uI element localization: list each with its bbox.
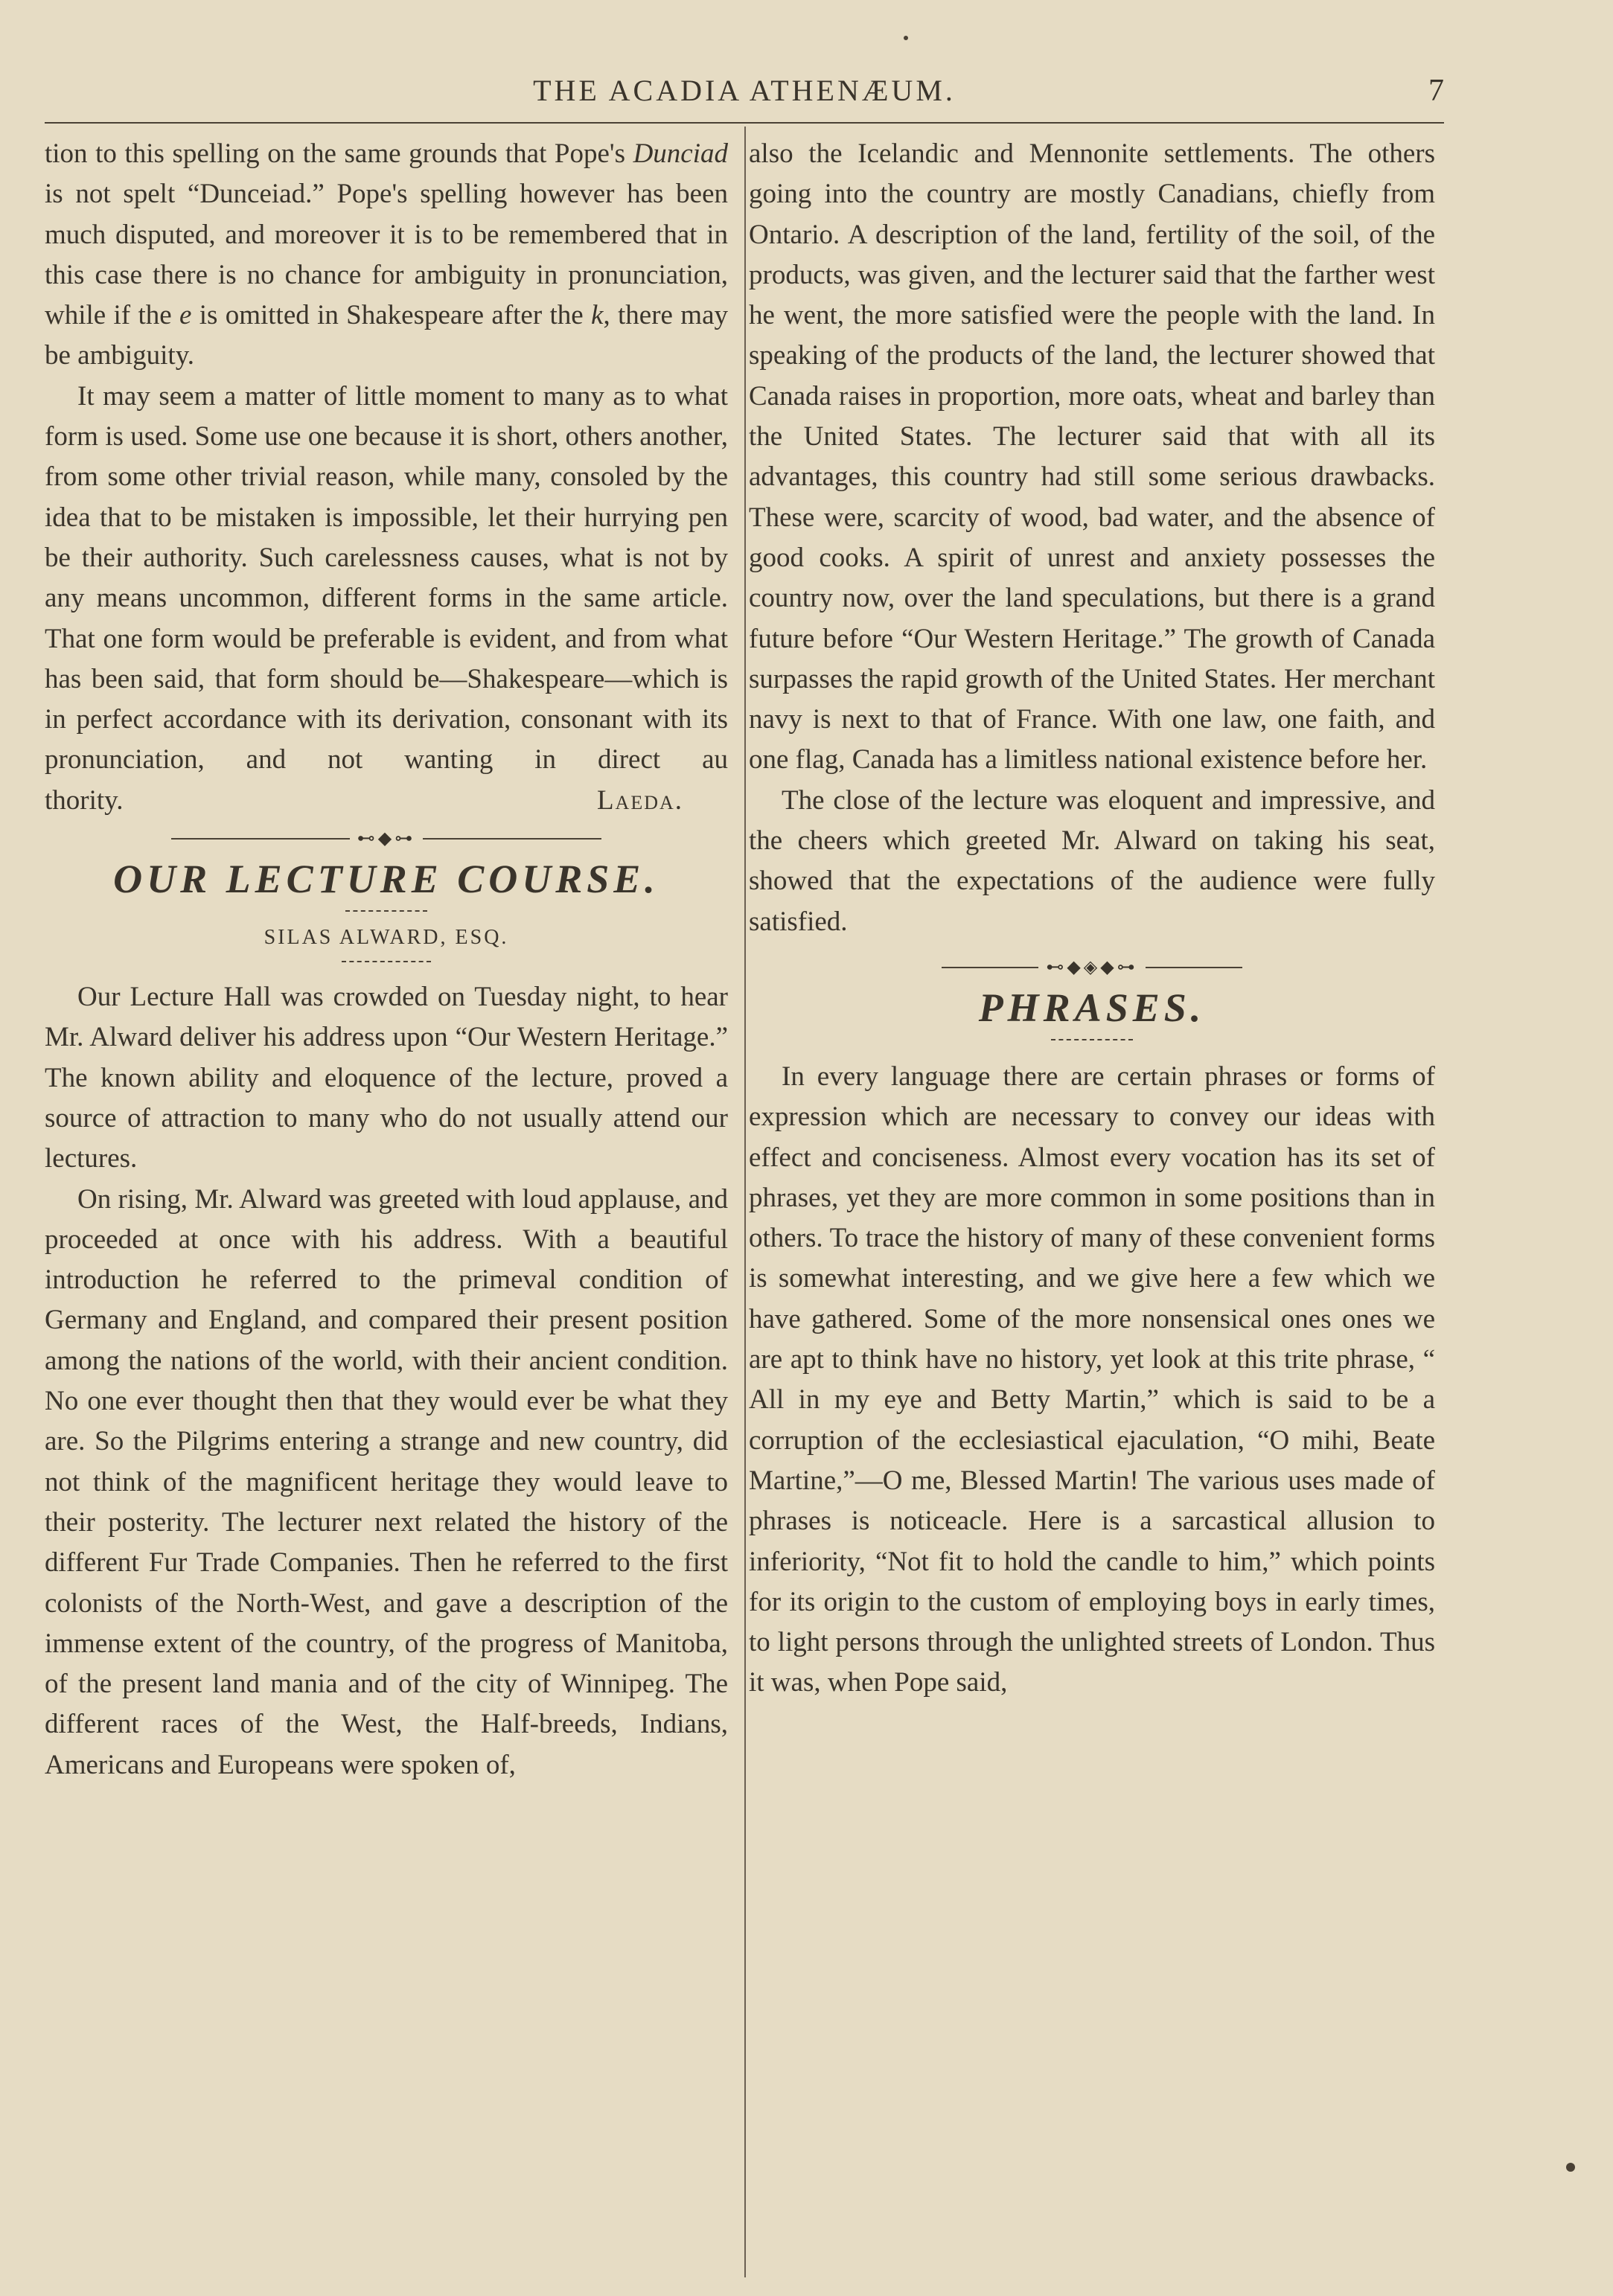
page-number: 7 bbox=[1428, 74, 1444, 108]
right-column bbox=[749, 134, 1435, 1704]
heading-rule bbox=[345, 910, 427, 912]
page-header bbox=[45, 73, 1444, 119]
text-run: is not spelt “Dunceiad.” Pope's spelling however has been much disputed, and moreover it is to be remembered that in this case there is no chance for ambiguity in pronunciation, while if the bbox=[45, 179, 728, 331]
ornament-rule-right bbox=[423, 838, 601, 840]
ornament-flourish-icon: ⊷◆⊶ bbox=[357, 829, 416, 849]
final-line-text: thority. bbox=[45, 784, 124, 816]
spelling-paragraph-end bbox=[45, 134, 728, 377]
phrases-paragraph: In every language there are certain phrases or forms of expression which are necessary to convey our ideas with effect and conciseness. Almost every vocation has its set of phrases, yet they are more common in some positions than in others. To trace the history of many of these convenient forms is somewhat interesting, and we give here a few which we have gathered. Some of the more nonsensical ones ones we are apt to think have no history, yet look at this trite phrase, “ All in my eye and Betty Martin,” which is said to be a corruption of the ecclesiastical ejaculation, “O mihi, Beate Martine,”—O me, Blessed Martin! The various uses made of phrases is noticeacle. Here is a sarcastical allusion to inferiority, “Not fit to hold the candle to him,” which points for its origin to the custom of employing boys in early times, to light persons through the unlighted streets of London. Thus it was, when Pope said, bbox=[749, 1061, 1435, 1698]
lecture-body-paragraph: On rising, Mr. Alward was greeted with loud applause, and proceeded at once with his address. With a beautiful introduction he referred to the primeval condition of Germany and England, and compared their present position among the nations of the world, with their ancient condition. No one ever thought then that they would ever be what they are. So the Pilgrims entering a strange and new country, did not think of the magnificent heritage they would leave to their posterity. The lecturer next related the history of the different Fur Trade Companies. Then he referred to the first colonists of the North-West, and gave a description of the immense extent of the country, of the progress of Manitoba, of the present land mania and of the city of Winnipeg. The different races of the West, the Half-breeds, Indians, Americans and Europeans were spoken of, bbox=[45, 1183, 728, 1780]
ornament-rule-left bbox=[171, 838, 350, 840]
text-run: , there may be ambiguity. bbox=[45, 300, 728, 371]
speaker-rule bbox=[342, 961, 431, 962]
text-run: tion to this spelling on the same grounds that Pope's bbox=[45, 138, 633, 169]
section-ornament bbox=[749, 959, 1435, 976]
italic-letter: e bbox=[179, 300, 192, 331]
speaker-name: SILAS ALWARD, ESQ. bbox=[263, 926, 509, 950]
column-divider bbox=[744, 127, 746, 2277]
signature-line bbox=[45, 781, 728, 821]
heading-rule bbox=[1051, 1039, 1133, 1040]
ornament-rule-left bbox=[942, 967, 1038, 968]
ink-speck bbox=[904, 36, 908, 40]
section-ornament bbox=[45, 830, 728, 848]
ink-speck bbox=[1566, 2163, 1575, 2172]
italic-title: Dunciad bbox=[633, 138, 728, 169]
italic-letter: k bbox=[591, 300, 604, 331]
spelling-conclusion-paragraph: It may seem a matter of little moment to many as to what form is used. Some use one because it is short, others another, from some other trivial reason, while many, consoled by the idea that to be mistaken is impossible, let their hurrying pen be their authority. Such carelessness causes, what is not by any means uncommon, different forms in the same article. That one form would be preferable is evident, and from what has been said, that form should be—Shakespeare—which is in perfect accordance with its derivation, consonant with its pronunciation, and not wanting in direct au bbox=[45, 380, 728, 776]
lecture-close-paragraph: The close of the lecture was eloquent and impressive, and the cheers which greeted Mr. Alward on taking his seat, showed that the expectations of the audience were fully satisfied. bbox=[749, 784, 1435, 937]
author-signature: Laeda. bbox=[596, 784, 683, 816]
section-heading-lecture-course: OUR LECTURE COURSE. bbox=[113, 857, 659, 902]
header-rule bbox=[45, 122, 1444, 124]
running-title: THE ACADIA ATHENÆUM. bbox=[533, 74, 956, 107]
ornament-flourish-icon: ⊷◆◈◆⊶ bbox=[1046, 957, 1138, 977]
text-run: is omitted in Shakespeare after the bbox=[191, 300, 592, 331]
lecture-intro-paragraph: Our Lecture Hall was crowded on Tuesday night, to hear Mr. Alward deliver his address upon “Our Western Heritage.” The known ability and eloquence of the lecture, proved a source of attraction to many who do not usually attend our lectures. bbox=[45, 982, 728, 1174]
section-heading-phrases: PHRASES. bbox=[978, 985, 1206, 1030]
left-column bbox=[45, 134, 728, 1785]
ornament-rule-right bbox=[1146, 967, 1242, 968]
lecture-continued-paragraph: also the Icelandic and Mennonite settlements. The others going into the country are mostly Canadians, chiefly from Ontario. A description of the land, fertility of the soil, of the products, was given, and the lecturer said that the farther west he went, the more satisfied were the people with the land. In speaking of the products of the land, the lecturer showed that Canada raises in proportion, more oats, wheat and barley than the United States. The lecturer said that with all its advantages, this country had still some serious drawbacks. These were, scarcity of wood, bad water, and the absence of good cooks. A spirit of unrest and anxiety possesses the country now, over the land speculations, but there is a grand future before “Our Western Heritage.” The growth of Canada surpasses the rapid growth of the United States. Her merchant navy is next to that of France. With one law, one faith, and one flag, Canada has a limitless national existence before her. bbox=[749, 138, 1435, 776]
